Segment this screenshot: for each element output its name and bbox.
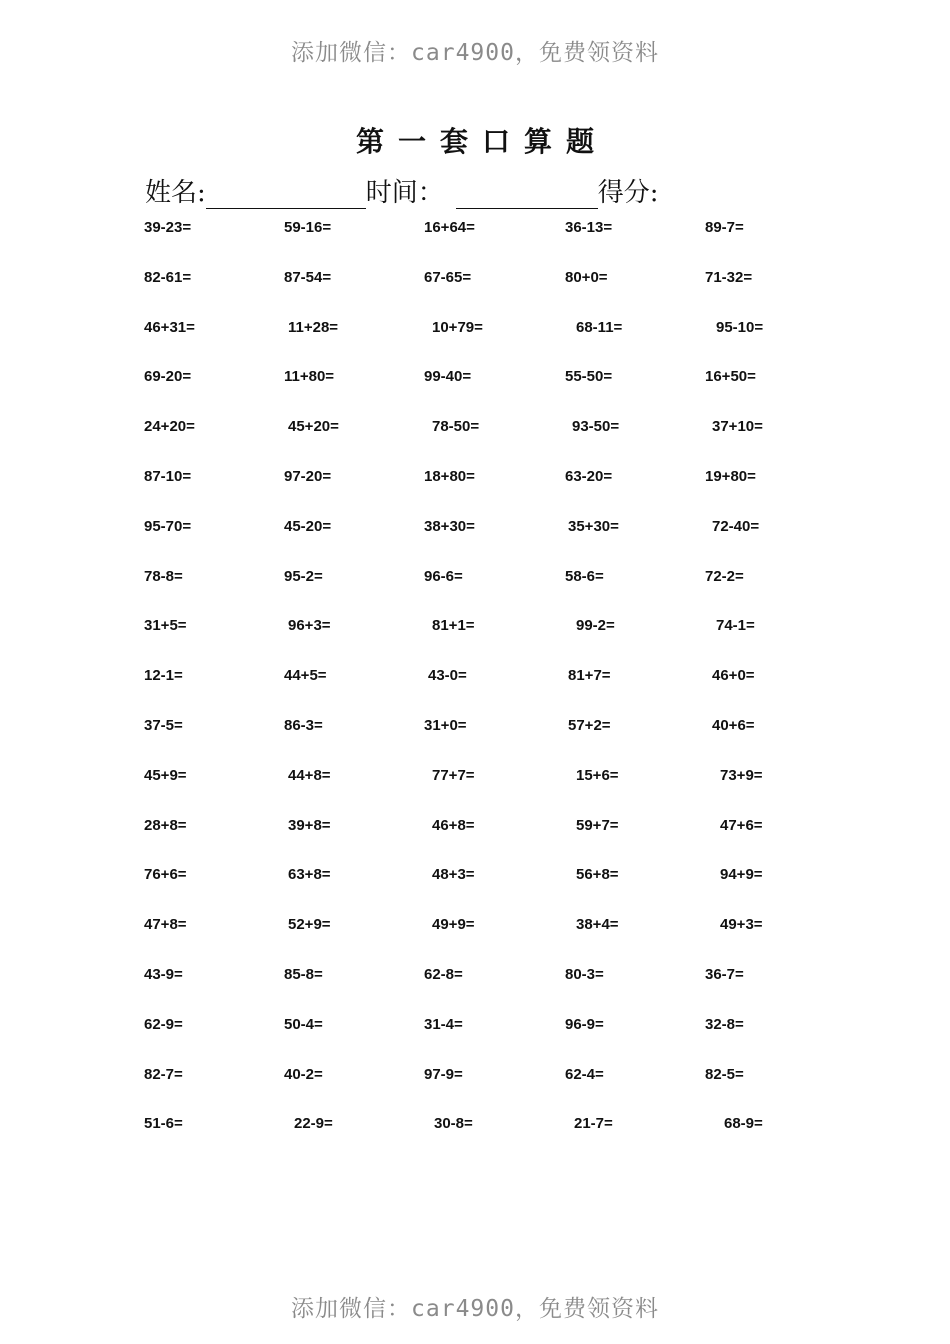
watermark-top: 添加微信：car4900，免费领资料 xyxy=(291,40,659,66)
arithmetic-problem: 59-16= xyxy=(284,219,332,236)
arithmetic-problem: 78-8= xyxy=(144,567,183,585)
arithmetic-problem: 56+8= xyxy=(576,866,619,884)
arithmetic-problem: 36-7= xyxy=(705,966,744,983)
arithmetic-problem: 62-4= xyxy=(565,1065,604,1083)
arithmetic-problem: 82-7= xyxy=(144,1065,183,1083)
arithmetic-problem: 39+8= xyxy=(288,816,331,834)
arithmetic-problem: 21-7= xyxy=(574,1115,613,1133)
arithmetic-problem: 95-70= xyxy=(144,517,192,535)
arithmetic-problem: 89-7= xyxy=(705,219,744,236)
arithmetic-problem: 15+6= xyxy=(576,766,619,784)
arithmetic-problem: 57+2= xyxy=(568,717,611,734)
arithmetic-problem: 59+7= xyxy=(576,816,619,834)
arithmetic-problem: 94+9= xyxy=(720,866,763,884)
arithmetic-problem: 82-5= xyxy=(705,1065,744,1083)
time-label: 时间： xyxy=(365,178,444,208)
arithmetic-problem: 80-3= xyxy=(565,966,604,983)
arithmetic-problem: 31-4= xyxy=(424,1015,463,1033)
page-title: 第一套口算题 xyxy=(355,125,608,158)
arithmetic-problem: 55-50= xyxy=(565,368,613,386)
arithmetic-problem: 77+7= xyxy=(432,766,475,784)
watermark-bottom: 添加微信：car4900，免费领资料 xyxy=(291,1296,659,1322)
arithmetic-problem: 37+10= xyxy=(712,418,763,436)
arithmetic-problem: 43-9= xyxy=(144,966,183,983)
arithmetic-problem: 87-54= xyxy=(284,268,332,286)
arithmetic-problem: 46+31= xyxy=(144,318,195,336)
arithmetic-problem: 71-32= xyxy=(705,268,753,286)
arithmetic-problem: 48+3= xyxy=(432,866,475,884)
arithmetic-problem: 74-1= xyxy=(716,617,755,635)
arithmetic-problem: 97-9= xyxy=(424,1065,463,1083)
arithmetic-problem: 44+8= xyxy=(288,766,331,784)
arithmetic-problem: 12-1= xyxy=(144,667,183,685)
arithmetic-problem: 30-8= xyxy=(434,1115,473,1133)
arithmetic-problem: 49+3= xyxy=(720,916,763,934)
arithmetic-problem: 45-20= xyxy=(284,517,332,535)
arithmetic-problem: 68-11= xyxy=(576,318,623,336)
arithmetic-problem: 47+6= xyxy=(720,816,763,834)
arithmetic-problem: 46+8= xyxy=(432,816,475,834)
score-label: 得分: xyxy=(597,178,659,208)
arithmetic-problem: 50-4= xyxy=(284,1015,323,1033)
arithmetic-problem: 35+30= xyxy=(568,517,619,535)
arithmetic-problem: 52+9= xyxy=(288,916,331,934)
arithmetic-problem: 45+20= xyxy=(288,418,339,436)
arithmetic-problem: 45+9= xyxy=(144,766,187,784)
arithmetic-problem: 31+5= xyxy=(144,617,187,635)
arithmetic-problem: 43-0= xyxy=(428,667,467,685)
arithmetic-problem: 85-8= xyxy=(284,966,323,983)
arithmetic-problem: 63+8= xyxy=(288,866,331,884)
arithmetic-problem: 11+80= xyxy=(284,368,335,386)
arithmetic-problem: 72-40= xyxy=(712,517,760,535)
arithmetic-problem: 96+3= xyxy=(288,617,331,635)
arithmetic-problem: 22-9= xyxy=(294,1115,333,1133)
arithmetic-problem: 24+20= xyxy=(144,418,195,436)
arithmetic-problem: 49+9= xyxy=(432,916,475,934)
arithmetic-problem: 39-23= xyxy=(144,219,192,236)
arithmetic-problem: 38+30= xyxy=(424,517,475,535)
arithmetic-problem: 96-9= xyxy=(565,1015,604,1033)
arithmetic-problem: 62-8= xyxy=(424,966,463,983)
arithmetic-problem: 96-6= xyxy=(424,567,463,585)
arithmetic-problem: 19+80= xyxy=(705,468,756,485)
arithmetic-problem: 93-50= xyxy=(572,418,620,436)
arithmetic-problem: 67-65= xyxy=(424,268,472,286)
arithmetic-problem: 80+0= xyxy=(565,268,608,286)
arithmetic-problem: 46+0= xyxy=(712,667,755,685)
arithmetic-problem: 76+6= xyxy=(144,866,187,884)
arithmetic-problem: 28+8= xyxy=(144,816,187,834)
arithmetic-problem: 40+6= xyxy=(712,717,755,734)
arithmetic-problem: 38+4= xyxy=(576,916,619,934)
arithmetic-problem: 78-50= xyxy=(432,418,480,436)
arithmetic-problem: 81+7= xyxy=(568,667,611,685)
arithmetic-problem: 81+1= xyxy=(432,617,475,635)
arithmetic-problem: 36-13= xyxy=(565,219,613,236)
arithmetic-problem: 97-20= xyxy=(284,468,332,485)
arithmetic-problem: 47+8= xyxy=(144,916,187,934)
arithmetic-problem: 95-2= xyxy=(284,567,323,585)
arithmetic-problem: 69-20= xyxy=(144,368,192,386)
arithmetic-problem: 86-3= xyxy=(284,717,323,734)
arithmetic-problem: 44+5= xyxy=(284,667,327,685)
arithmetic-problem: 62-9= xyxy=(144,1015,183,1033)
arithmetic-problem: 95-10= xyxy=(716,318,764,336)
arithmetic-problem: 72-2= xyxy=(705,567,744,585)
arithmetic-problem: 16+50= xyxy=(705,368,756,386)
arithmetic-problem: 87-10= xyxy=(144,468,192,485)
arithmetic-problem: 40-2= xyxy=(284,1065,323,1083)
name-label: 姓名: xyxy=(145,178,206,208)
arithmetic-problem: 68-9= xyxy=(724,1115,763,1133)
arithmetic-problem: 99-40= xyxy=(424,368,472,386)
arithmetic-problem: 58-6= xyxy=(565,567,604,585)
arithmetic-problem: 73+9= xyxy=(720,766,763,784)
arithmetic-problem: 31+0= xyxy=(424,717,467,734)
arithmetic-problem: 99-2= xyxy=(576,617,615,635)
arithmetic-problem: 32-8= xyxy=(705,1015,744,1033)
arithmetic-problem: 11+28= xyxy=(288,318,339,336)
arithmetic-problem: 10+79= xyxy=(432,318,483,336)
arithmetic-problem: 82-61= xyxy=(144,268,192,286)
arithmetic-problem: 37-5= xyxy=(144,717,183,734)
arithmetic-problem: 51-6= xyxy=(144,1115,183,1133)
arithmetic-problem: 63-20= xyxy=(565,468,613,485)
arithmetic-problem: 16+64= xyxy=(424,219,475,236)
arithmetic-problem: 18+80= xyxy=(424,468,475,485)
